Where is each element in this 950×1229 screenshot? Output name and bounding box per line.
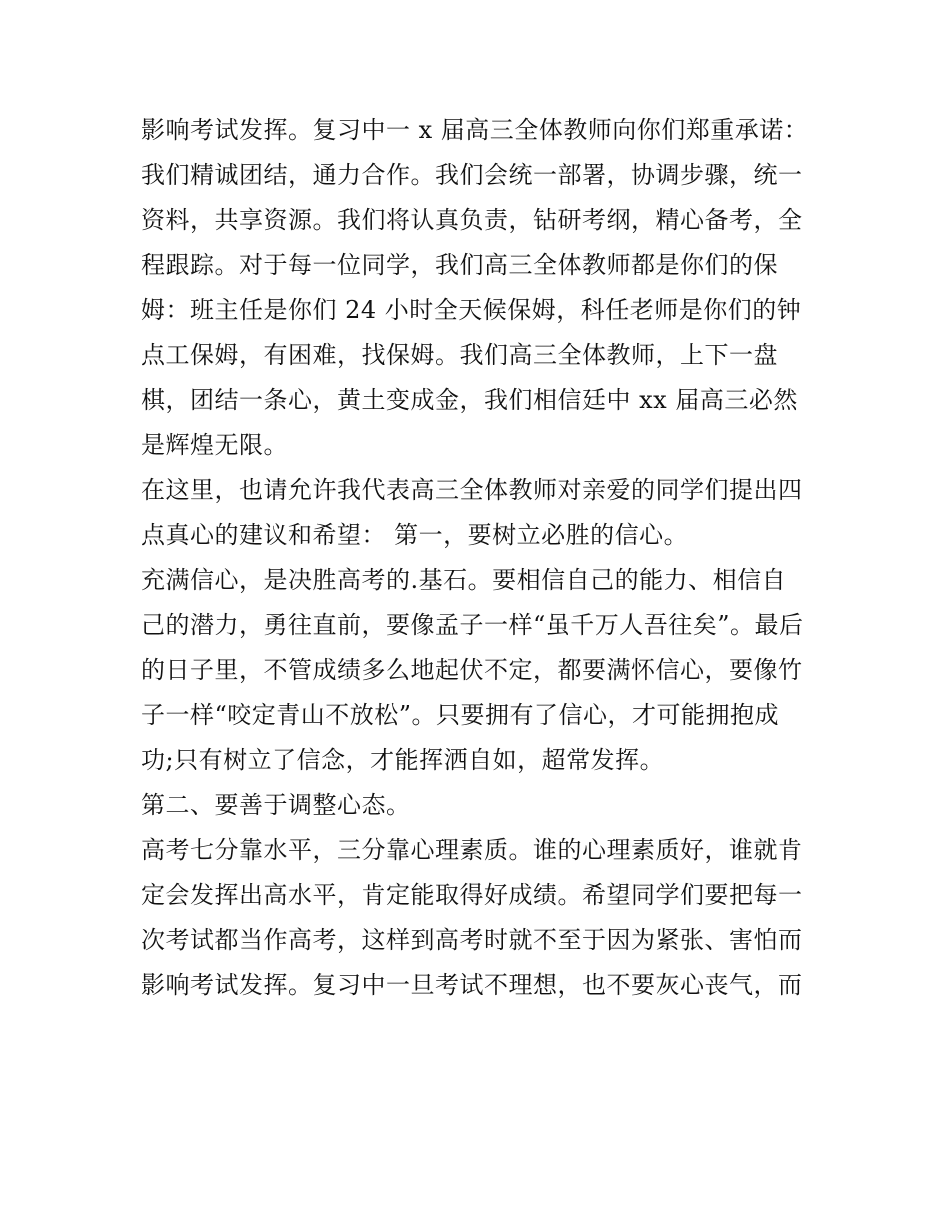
text-line: 己的潜力，勇往直前，要像孟子一样“虽千万人吾往矣”。最后 [141,611,804,639]
text-line: 姆：班主任是你们 24 小时全天候保姆，科任老师是你们的钟 [141,296,802,324]
text-line: 功;只有树立了信念，才能挥洒自如，超常发挥。 [141,746,665,774]
text-line: 子一样“咬定青山不放松”。只要拥有了信心，才可能拥抱成 [141,701,780,729]
text-line: 的日子里，不管成绩多么地起伏不定，都要满怀信心，要像竹 [141,656,803,684]
text-line: 棋，团结一条心，黄土变成金，我们相信廷中 xx 届高三必然 [141,386,798,414]
document-body [141,108,821,1008]
text-line: 充满信心，是决胜高考的.基石。要相信自己的能力、相信自 [141,566,787,594]
text-line: 定会发挥出高水平，肯定能取得好成绩。希望同学们要把每一 [141,881,803,909]
text-line: 影响考试发挥。复习中一旦考试不理想，也不要灰心丧气，而 [141,971,803,999]
text-line: 点真心的建议和希望： 第一，要树立必胜的信心。 [141,521,689,549]
text-line: 资料，共享资源。我们将认真负责，钻研考纲，精心备考，全 [141,206,803,234]
text-line: 第二、要善于调整心态。 [141,791,411,819]
text-line: 次考试都当作高考，这样到高考时就不至于因为紧张、害怕而 [141,926,803,954]
text-line: 影响考试发挥。复习中一 x 届高三全体教师向你们郑重承诺： [141,116,809,144]
text-line: 我们精诚团结，通力合作。我们会统一部署，协调步骤，统一 [141,161,803,189]
text-line: 点工保姆，有困难，找保姆。我们高三全体教师，上下一盘 [141,341,778,369]
text-line: 高考七分靠水平，三分靠心理素质。谁的心理素质好，谁就肯 [141,836,803,864]
text-line: 是辉煌无限。 [141,431,288,459]
text-line: 在这里，也请允许我代表高三全体教师对亲爱的同学们提出四 [141,476,803,504]
text-line: 程跟踪。对于每一位同学，我们高三全体教师都是你们的保 [141,251,778,279]
